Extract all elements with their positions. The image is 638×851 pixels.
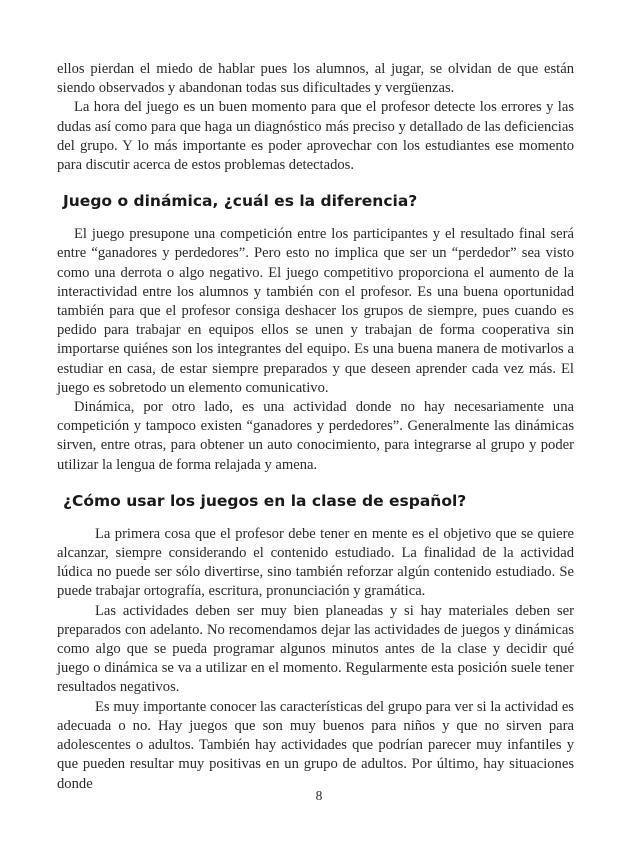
paragraph-4: Dinámica, por otro lado, es una actividad donde no hay necesariamente una competición y tampoco existen “ganadores y perdedores”. Generalmente las dinámicas sirven, entre otras, para obtener un auto conocimiento, para integrarse al grupo y poder utilizar la lengua de forma relajada y amena. (57, 399, 574, 473)
paragraph-1: ellos pierdan el miedo de hablar pues los alumnos, al jugar, se olvidan de que están siendo observados y abandonan todas sus dificultades y vergüenzas. (57, 61, 574, 97)
section-heading-como-usar: ¿Cómo usar los juegos en la clase de español? (63, 491, 467, 510)
page-body (57, 60, 574, 794)
paragraph-7: Es muy importante conocer las características del grupo para ver si la actividad es adecuada o no. Hay juegos que son muy buenos para niños y que no sirven para adolescentes o adultos. También hay actividades que podrían parecer muy infantiles y que pueden resultar muy positivas en un grupo de adultos. Por último, hay situaciones donde (57, 698, 574, 792)
paragraph-3: El juego presupone una competición entre los participantes y el resultado final será entre “ganadores y perdedores”. Pero esto no implica que ser un “perdedor” sea visto como una derrota o algo negativo. El juego competitivo proporciona el aumento de la interactividad entre los alumnos y también con el profesor. Es una buena oportunidad también para que el profesor consiga deshacer los grupos de siempre, pues cuando es pedido para trabajar en equipos ellos se unen y trabajan de forma cooperativa sin importarse quiénes son los integrantes del equipo. Es una buena manera de motivarlos a estudiar en casa, de estar siempre preparados y que deseen aprender cada vez más. El juego es sobretodo un elemento comunicativo. (57, 226, 574, 396)
paragraph-6: Las actividades deben ser muy bien planeadas y si hay materiales deben ser preparados con adelanto. No recomendamos dejar las actividades de juegos y dinámicas como algo que se pueda programar algunos minutos antes de la clase y decidir qué juego o dinámica se va a utilizar en el momento. Regularmente esta posición suele tener resultados negativos. (57, 602, 574, 696)
page-number: 8 (315, 788, 323, 803)
paragraph-2: La hora del juego es un buen momento para que el profesor detecte los errores y las dudas así como para que haga un diagnóstico más preciso y detallado de las deficiencias del grupo. Y lo más importante es poder aprovechar con los estudiantes ese momento para discutir acerca de estos problemas detectados. (57, 99, 574, 174)
paragraph-5: La primera cosa que el profesor debe tener en mente es el objetivo que se quiere alcanzar, siempre considerando el contenido estudiado. La finalidad de la actividad lúdica no puede ser sólo divertirse, sino también reforzar algún contenido estudiado. Se puede trabajar ortografía, escritura, pronunciación y gramática. (57, 525, 574, 600)
section-heading-juego-dinamica: Juego o dinámica, ¿cuál es la diferencia? (63, 192, 418, 211)
